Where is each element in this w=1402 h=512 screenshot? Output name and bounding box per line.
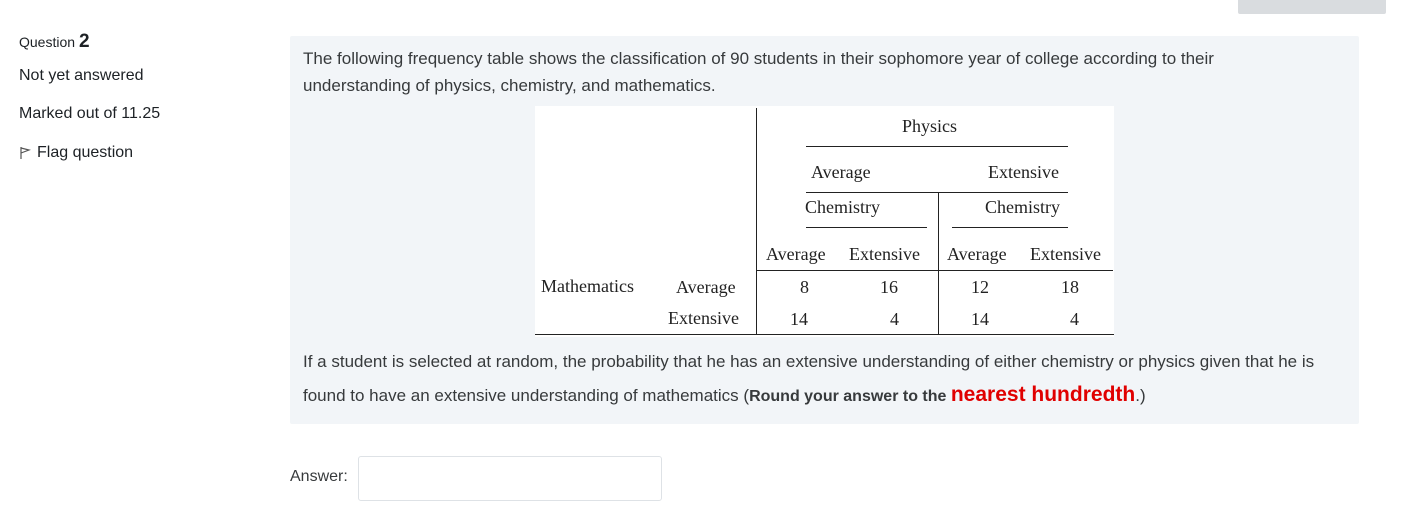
table-hline-chem-right bbox=[952, 227, 1068, 228]
question-text-highlight: nearest hundredth bbox=[950, 383, 1136, 406]
flag-question-link[interactable] bbox=[19, 143, 259, 163]
question-text-end: .) bbox=[1135, 386, 1146, 405]
answer-label: Answer: bbox=[290, 468, 348, 485]
table-cell: 18 bbox=[1061, 277, 1079, 297]
table-phys-extensive: Extensive bbox=[988, 162, 1059, 182]
table-cell: 12 bbox=[971, 277, 989, 297]
table-chem-right: Chemistry bbox=[985, 197, 1060, 217]
table-vline-mid bbox=[938, 192, 939, 335]
table-hline-bottom bbox=[535, 334, 1114, 335]
table-vline-main bbox=[756, 108, 757, 335]
table-cell: 8 bbox=[800, 277, 809, 297]
question-label: Question bbox=[19, 34, 76, 50]
question-info bbox=[19, 30, 259, 163]
table-cell: 4 bbox=[890, 309, 899, 329]
table-hline-chem-left bbox=[806, 227, 927, 228]
table-col-header: Extensive bbox=[849, 244, 920, 264]
question-text bbox=[303, 345, 1353, 413]
table-cell: 16 bbox=[880, 277, 898, 297]
table-row-label: Average bbox=[676, 277, 736, 297]
table-hline-average-extensive bbox=[806, 192, 1068, 193]
table-cell: 14 bbox=[790, 309, 808, 329]
table-col-header: Extensive bbox=[1030, 244, 1101, 264]
table-col-header: Average bbox=[947, 244, 1007, 264]
frequency-table bbox=[535, 106, 1114, 337]
table-cell: 4 bbox=[1070, 309, 1079, 329]
table-physics: Physics bbox=[902, 116, 958, 136]
flag-icon bbox=[19, 146, 31, 160]
timer-tab bbox=[1238, 0, 1386, 14]
table-cell: 14 bbox=[971, 309, 989, 329]
table-hline-headers bbox=[756, 270, 1113, 271]
question-number-value: 2 bbox=[78, 31, 90, 52]
question-number bbox=[19, 30, 259, 56]
question-grade: Marked out of 11.25 bbox=[19, 105, 161, 122]
question-text-main: If a student is selected at random, the probability that he has an extensive understanding of either chemistry or physics given that he is found to have an extensive understanding of mathematics ( bbox=[303, 352, 1315, 405]
table-math-label: Mathematics bbox=[541, 276, 634, 296]
flag-question-label: Flag question bbox=[37, 144, 134, 161]
question-prompt: The following frequency table shows the classification of 90 students in their sophomore year of college according to their understanding of physics, chemistry, and mathematics. bbox=[303, 49, 1214, 95]
table-hline-physics bbox=[806, 146, 1068, 147]
answer-input[interactable] bbox=[358, 456, 662, 501]
question-state: Not yet answered bbox=[19, 67, 144, 84]
table-chem-left: Chemistry bbox=[805, 197, 880, 217]
table-row-label: Extensive bbox=[668, 308, 739, 328]
table-phys-average: Average bbox=[811, 162, 871, 182]
question-text-bold: Round your answer to the bbox=[749, 388, 951, 405]
table-col-header: Average bbox=[766, 244, 826, 264]
